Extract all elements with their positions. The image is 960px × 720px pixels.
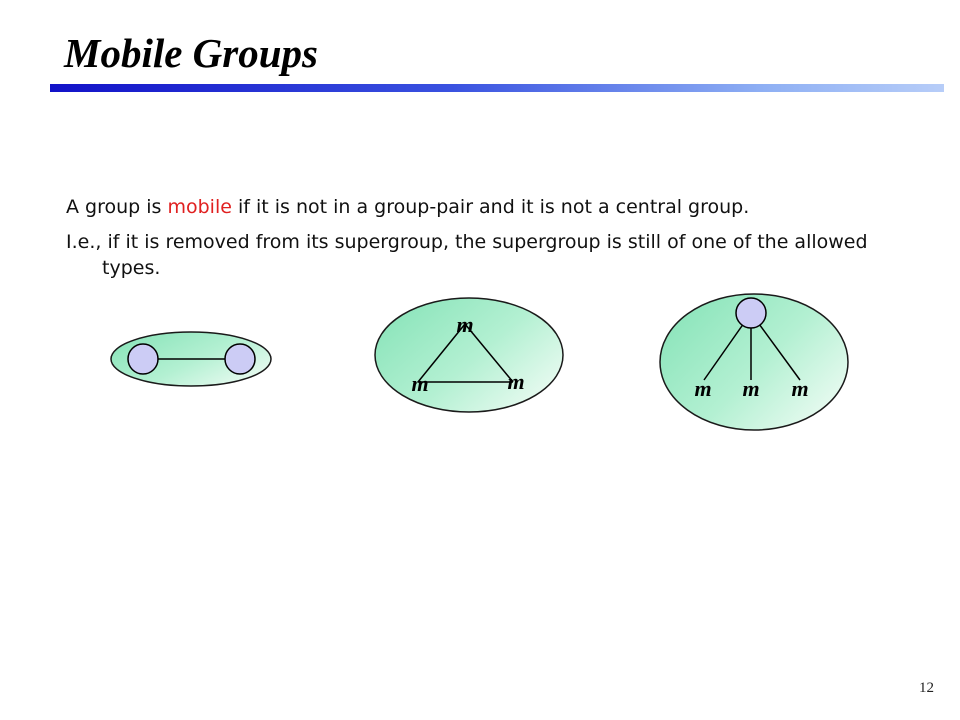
- bullet-explanation: I.e., if it is removed from its supergroup, the supergroup is still of one of the allowed types.: [66, 230, 868, 280]
- star-leaf-right: m: [791, 376, 809, 401]
- star-center-node: [736, 298, 766, 328]
- page-number: 12: [919, 680, 934, 696]
- slide-title: Mobile Groups: [64, 30, 319, 76]
- group-star: [660, 294, 848, 430]
- star-leaf-left: m: [694, 376, 712, 401]
- group-triangle: [375, 298, 563, 412]
- group-pair: [111, 332, 271, 386]
- mobile-highlight: mobile: [167, 196, 232, 218]
- pair-node-left: [128, 344, 158, 374]
- pair-node-right: [225, 344, 255, 374]
- triangle-node-top: m: [456, 312, 474, 337]
- star-leaf-middle: m: [742, 376, 760, 401]
- triangle-node-right: m: [507, 369, 525, 394]
- triangle-node-left: m: [411, 371, 429, 396]
- bullet-definition: A group is mobile if it is not in a group-pair and it is not a central group.: [66, 196, 750, 218]
